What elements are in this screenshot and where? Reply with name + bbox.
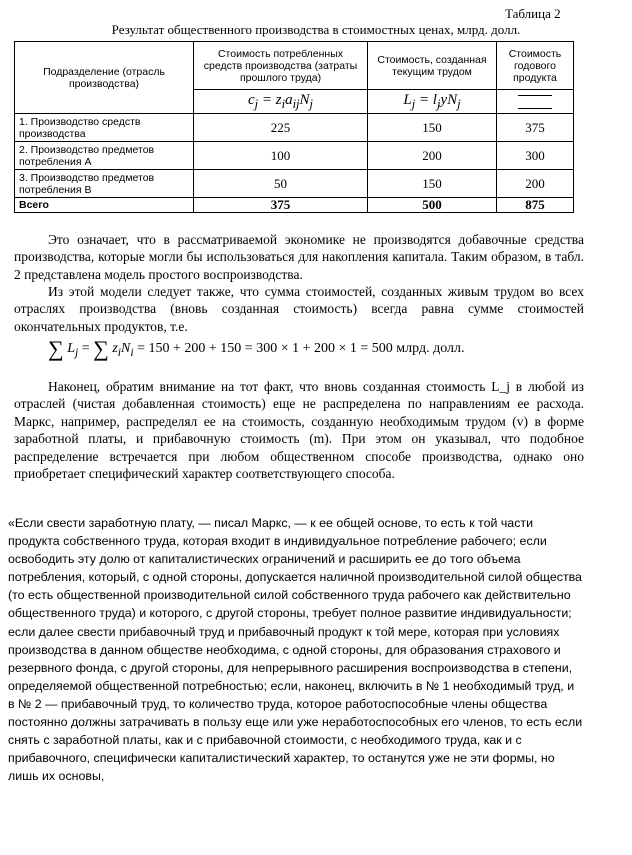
row-name: 1. Производство средств производства — [15, 114, 194, 142]
marx-quote: «Если свести заработную плату, — писал Маркс, — к ее общей основе, то есть к той части продукта собственного труда, которая входит в индивидуальное потребление рабочего; если освободить эту долю от капиталистических ограничений и расширить ее до того объема потребления, который, с одной стороны, допускается наличной производительной силой общества (то есть общественной производительной силой собственного труда рабочего как действительно общественного труда) и которого, с другой стороны, требует полное развитие индивидуальности; если далее свести прибавочный труд и прибавочный продукт к той мере, которая при условиях производства в данном обществе необходима, с одной стороны, для образования страхового и резервного фонда, с другой стороны, для непрерывного расширения воспроизводства в степени, определяемой общественной потребностью; если, наконец, включить в № 1 необходимый труд, и в № 2 — прибавочный труд, то количество труда, которое работоспособные члены общества постоянно должны затрачивать в пользу еще или уже неработоспособных его членов, то есть если снять с заработной платы, как и с прибавочной стоимости, с необходимого труда, как и с прибавочного, специфически капиталистический характер, то останутся уже не эти формы, но лишь их основы, — [8, 516, 583, 784]
value-table — [14, 41, 574, 213]
row-total: 375 — [497, 114, 574, 142]
row-l: 200 — [368, 142, 497, 170]
paragraph-1: Это означает, что в рассматриваемой экономике не производятся добавочные средства производства, которые могли бы использоваться для накопления капитала. Таким образом, в табл. 2 представлена модель простого воспроизводства. — [14, 232, 584, 282]
row-c: 50 — [194, 170, 368, 198]
row-total: 300 — [497, 142, 574, 170]
table-row — [15, 170, 574, 198]
total-c: 375 — [194, 198, 368, 213]
table-row — [15, 114, 574, 142]
paragraph-2: Из этой модели следует также, что сумма стоимостей, созданных живым трудом во всех отраслях производства (вновь созданная стоимость) всегда равна сумме стоимостей окончательных продуктов, т.е. — [14, 284, 584, 334]
total-name: Всего — [15, 198, 194, 213]
paragraph-3: Наконец, обратим внимание на тот факт, что вновь созданная стоимость L_j в любой из отраслей (чистая добавленная стоимость) еще не распределена по направлениям ее расхода. Маркс, например, распределял ее на стоимость, созданную необходимым трудом (v) в форме заработной платы, и прибавочную стоимость (m). При этом он указывал, что подобное распределение встречается при любом общественном способе производства, однако оно приобретает специфический характер соответствующего способа. — [14, 379, 584, 482]
sum-symbol-2: ∑ — [93, 336, 109, 361]
formula-total-blank — [497, 90, 574, 114]
row-l: 150 — [368, 170, 497, 198]
col-header-division: Подразделение (отрасль производства) — [15, 42, 194, 114]
equation: ∑ $L_j$ = ∑ $z_iN_i = 150 + 200 + 150 = 300 \times 1 + 200 \times 1 = 500$ млрд. долл. — [48, 336, 465, 361]
table-title: Результат общественного производства в стоимостных ценах, млрд. долл. — [111, 22, 521, 37]
equation-tail: = 150 + 200 + 150 = 300 × 1 + 200 × 1 = 500 млрд. долл. — [137, 341, 465, 357]
row-c: 100 — [194, 142, 368, 170]
row-total: 200 — [497, 170, 574, 198]
table-number: Таблица 2 — [505, 6, 561, 21]
formula-c: $c_j = z_ia_{ij}N_j$ — [194, 90, 368, 114]
total-total: 875 — [497, 198, 574, 213]
row-l: 150 — [368, 114, 497, 142]
row-c: 225 — [194, 114, 368, 142]
formula-l: $L_j = l_jyN_j$ — [368, 90, 497, 114]
col-header-past-labor: Стоимость потребленных средств производства (затраты прошлого труда) — [194, 42, 368, 90]
col-header-current-labor: Стоимость, созданная текущим трудом — [368, 42, 497, 90]
row-name: 3. Производство предметов потребления B — [15, 170, 194, 198]
col-header-annual-product: Стоимость годового продукта — [497, 42, 574, 90]
total-l: 500 — [368, 198, 497, 213]
sum-symbol-1: ∑ — [48, 336, 64, 361]
table-row — [15, 142, 574, 170]
table-total-row — [15, 198, 574, 213]
row-name: 2. Производство предметов потребления A — [15, 142, 194, 170]
